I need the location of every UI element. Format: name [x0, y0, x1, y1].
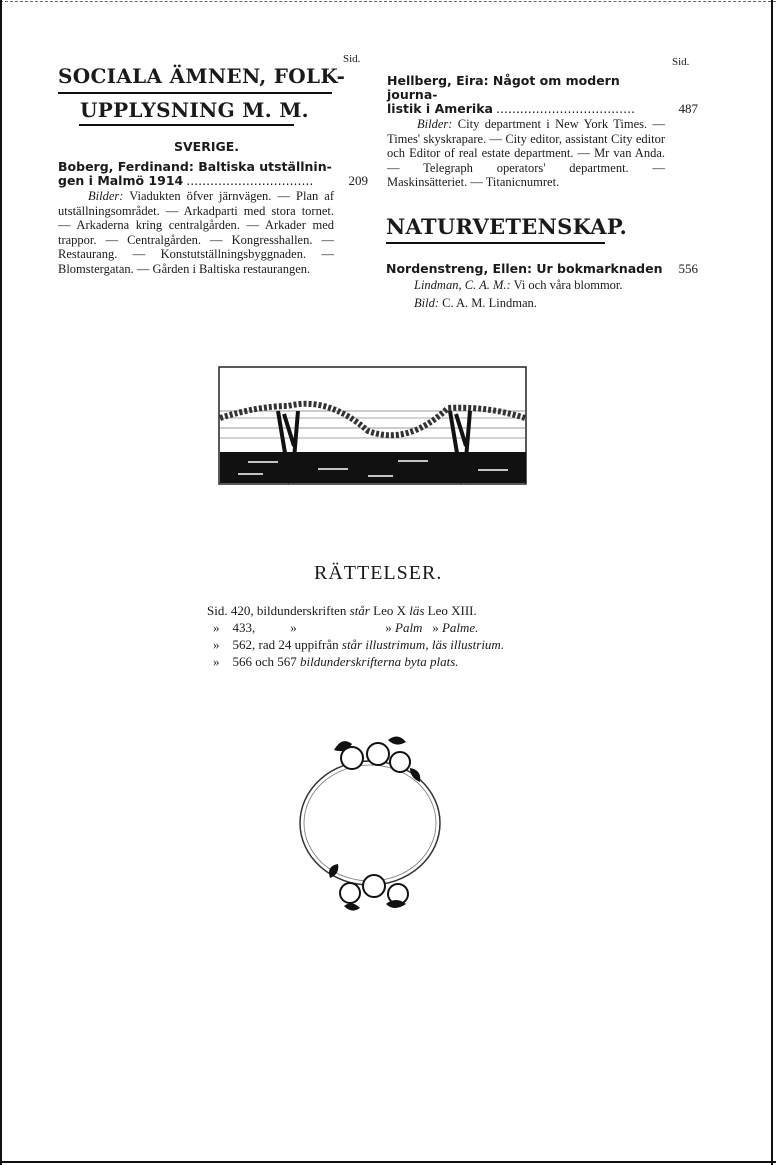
- rattelser-title: RÄTTELSER.: [314, 562, 443, 584]
- entry-body: [387, 117, 665, 190]
- correction-italic: står illustrimum,: [341, 637, 429, 652]
- book-title: Vi och våra blommor.: [513, 278, 623, 292]
- rattelser-list: [207, 602, 504, 670]
- correction-text: Leo X: [373, 603, 406, 618]
- correction-page: 566 och 567: [232, 654, 297, 669]
- ditto-mark: »: [213, 637, 220, 652]
- correction-line: [207, 602, 504, 619]
- page-number: 556: [678, 261, 698, 276]
- correction-page: 562,: [232, 637, 256, 652]
- entry-boberg: [58, 160, 368, 277]
- correction-text: rad 24 uppifrån: [258, 637, 339, 652]
- section-title-naturvetenskap: NATURVETENSKAP.: [386, 214, 628, 239]
- leader-dots: ...................................: [495, 102, 636, 116]
- correction-text: Palm: [395, 620, 423, 635]
- subsection-sverige: SVERIGE.: [174, 139, 240, 154]
- entry-heading-cont: gen i Malmö 1914: [58, 174, 184, 188]
- correction-page: 420,: [230, 603, 254, 618]
- bild-text: C. A. M. Lindman.: [442, 295, 537, 310]
- sid-label-left: Sid.: [343, 53, 361, 65]
- entry-heading: Nordenstreng, Ellen: Ur bokmarknaden: [386, 261, 663, 276]
- ditto-mark: »: [213, 654, 220, 669]
- bilder-label: Bilder:: [88, 189, 124, 203]
- correction-text: Palme.: [441, 620, 479, 635]
- correction-italic: läs illustrium.: [431, 637, 505, 652]
- section-title-social-line1: SOCIALA ÄMNEN, FOLK-: [58, 64, 346, 88]
- correction-line: [207, 636, 504, 653]
- correction-italic: läs: [409, 603, 425, 618]
- decorative-landscape-vignette: [218, 366, 528, 486]
- entry-nordenstreng: [386, 262, 698, 310]
- title-rule: [386, 242, 605, 244]
- correction-italic: står: [349, 603, 370, 618]
- entry-body: [58, 189, 334, 277]
- page-bottom-border: [0, 1161, 776, 1163]
- correction-line: [207, 653, 504, 670]
- bilder-label: Bilder:: [417, 117, 453, 131]
- page-number: 209: [348, 174, 368, 188]
- correction-text: bildunderskriften: [256, 603, 347, 618]
- correction-italic: bildunderskrifterna byta plats.: [300, 654, 459, 669]
- ditto-mark: »: [290, 620, 297, 635]
- entry-hellberg: [387, 74, 698, 190]
- title-rule: [79, 124, 294, 126]
- entry-heading-cont: listik i Amerika: [387, 102, 493, 116]
- section-title-social-line2: UPPLYSNING M. M.: [80, 98, 309, 122]
- correction-page: 433,: [232, 620, 256, 635]
- book-author: Lindman, C. A. M.:: [414, 278, 511, 292]
- correction-line: [207, 619, 504, 636]
- sid-label-right: Sid.: [672, 56, 690, 68]
- entry-body-text: Viadukten öfver järnvägen. — Plan af utställningsområdet. — Arkadparti med stora tornet. — Arkaderna kring centralgården. — Arkader med trappor. — Centralgården. — Kongresshallen. — Restaurang. — Konstutställningsbyggnaden. — Blomstergatan. — Gården i Baltiska restaurangen.: [58, 189, 335, 276]
- ditto-mark: »: [213, 620, 220, 635]
- leader-dots: ................................: [186, 174, 314, 188]
- page-right-border: [771, 0, 773, 1165]
- page-number: 487: [678, 102, 698, 116]
- entry-heading: Hellberg, Eira: Något om modern journa-: [387, 73, 620, 102]
- correction-prefix: Sid.: [207, 603, 228, 618]
- correction-text: Leo XIII.: [427, 603, 477, 618]
- ditto-mark: »: [385, 620, 392, 635]
- entry-heading: Boberg, Ferdinand: Baltiska utställnin-: [58, 159, 332, 174]
- entry-body-text: City department i New York Times. — Times' skyskrapare. — City editor, assistant City editor och Editor of real estate department. — Mr van Anda. — Telegraph operators' department. — Maskinsätteriet. — Titanicnumret.: [387, 117, 666, 190]
- title-rule: [58, 92, 332, 94]
- bild-label: Bild:: [414, 295, 439, 310]
- rose-wreath-ornament: [290, 728, 450, 918]
- page-top-edge: [0, 1, 776, 2]
- page-left-border: [0, 0, 2, 1165]
- ditto-mark: »: [432, 620, 439, 635]
